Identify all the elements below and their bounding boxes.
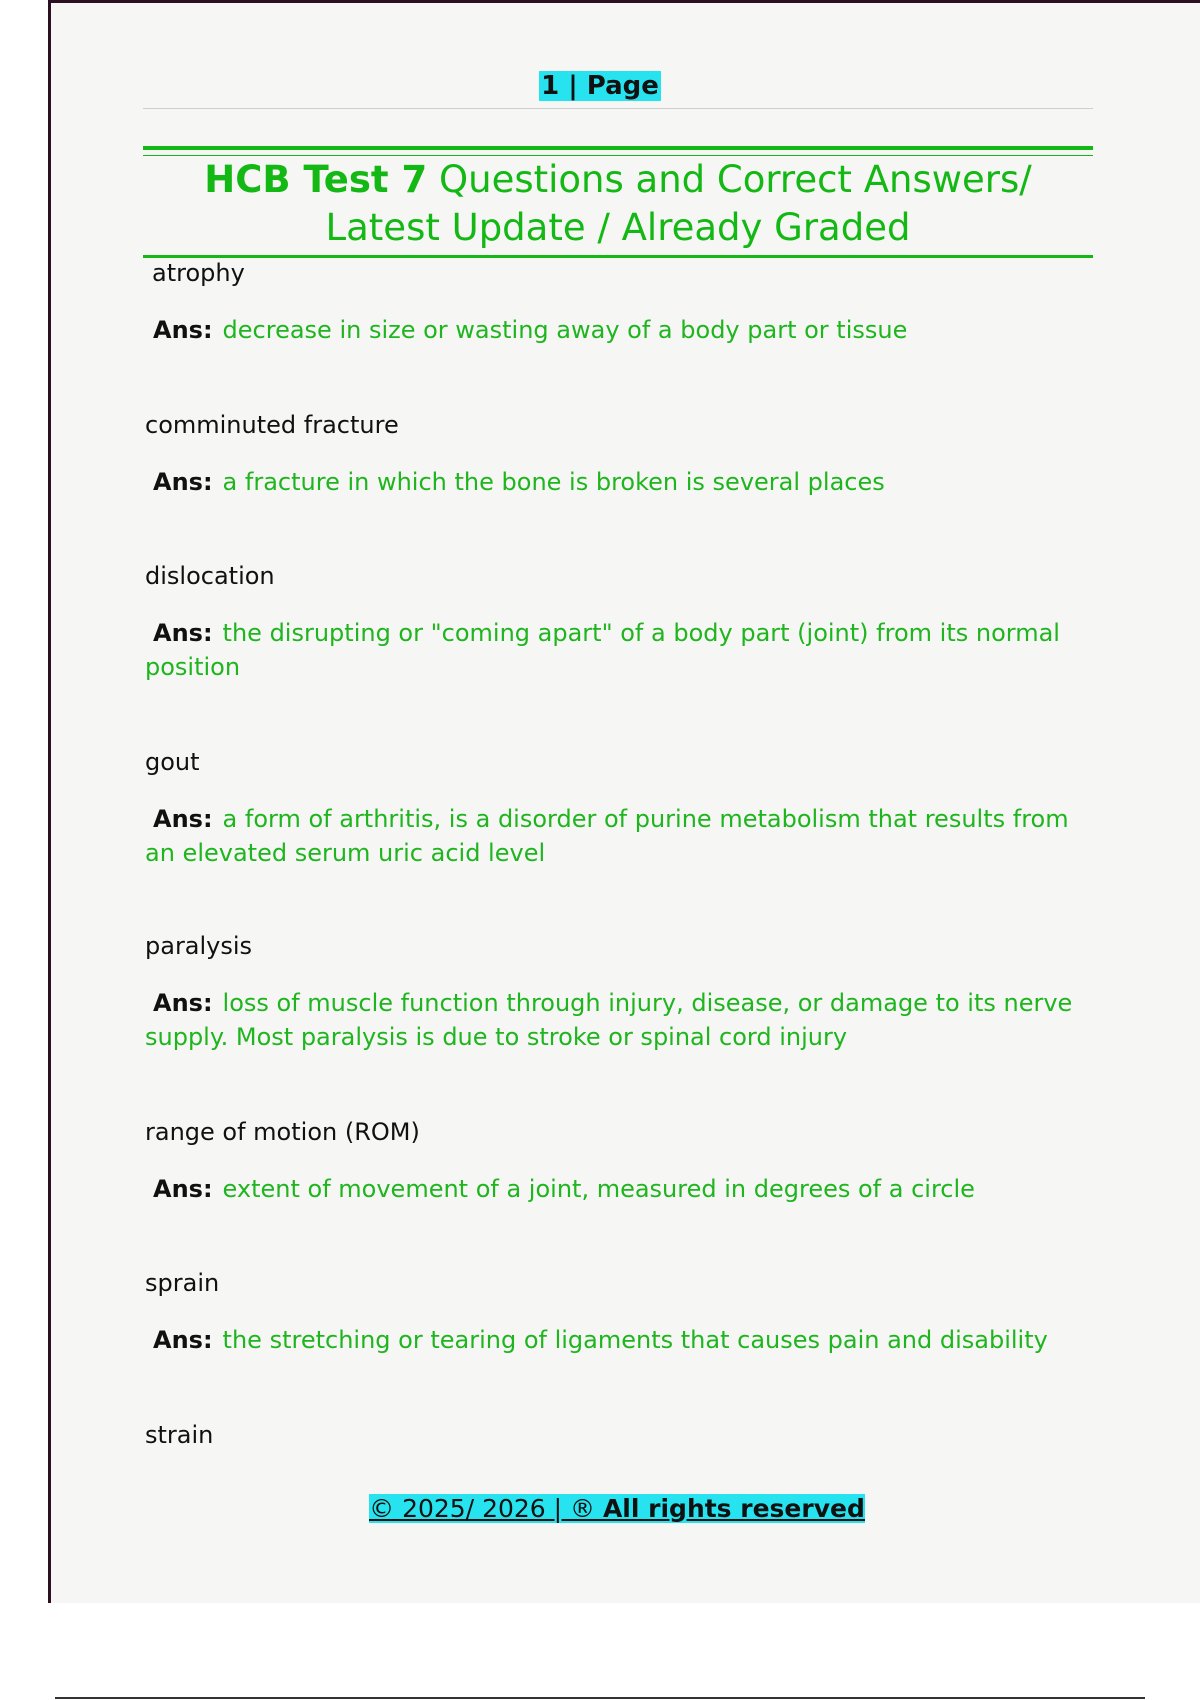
answer-label: Ans:: [153, 1175, 213, 1203]
question-term: gout: [145, 748, 200, 776]
answer-body: the disrupting or "coming apart" of a body part (joint) from its normal position: [145, 619, 1060, 681]
qa-item: [145, 1268, 1085, 1357]
copyright-prefix: © 2025/ 2026 | ®: [369, 1494, 603, 1523]
header-divider: [143, 108, 1093, 109]
page-number-label: [0, 71, 1200, 101]
answer-body: the stretching or tearing of ligaments that causes pain and disability: [222, 1326, 1048, 1354]
title-rule-top: [143, 146, 1093, 150]
document-title-rest: Questions and Correct Answers/ Latest Update / Already Graded: [325, 158, 1032, 249]
qa-item: [145, 747, 1085, 870]
answer-body: a fracture in which the bone is broken is several places: [222, 468, 885, 496]
question-term: comminuted fracture: [145, 411, 399, 439]
answer-text: [145, 465, 1085, 499]
bottom-divider: [55, 1697, 1145, 1699]
answer-label: Ans:: [153, 468, 213, 496]
document-title-bold: HCB Test 7: [204, 158, 428, 201]
answer-text: [145, 802, 1085, 870]
copyright-bold: All rights reserved: [602, 1494, 865, 1523]
question-term: sprain: [145, 1269, 220, 1297]
qa-item: [145, 931, 1085, 1054]
question-term: strain: [145, 1421, 214, 1449]
answer-text: [145, 616, 1085, 684]
answer-body: extent of movement of a joint, measured in degrees of a circle: [222, 1175, 975, 1203]
qa-item: [145, 561, 1085, 684]
document-title: [143, 156, 1093, 252]
answer-body: decrease in size or wasting away of a body part or tissue: [222, 316, 908, 344]
question-term: atrophy: [152, 259, 245, 287]
question-term: dislocation: [145, 562, 275, 590]
answer-label: Ans:: [153, 619, 213, 647]
qa-item: [145, 258, 1085, 347]
answer-body: loss of muscle function through injury, disease, or damage to its nerve supply. Most paralysis is due to stroke or spinal cord injury: [145, 989, 1073, 1051]
answer-label: Ans:: [153, 1326, 213, 1354]
answer-text: [145, 1172, 1085, 1206]
copyright-text: [369, 1494, 865, 1523]
qa-item: [145, 1117, 1085, 1206]
answer-text: [145, 313, 1085, 347]
qa-item: [145, 1420, 1085, 1450]
page-number-text: 1 | Page: [541, 71, 659, 101]
answer-text: [145, 1323, 1085, 1357]
answer-body: a form of arthritis, is a disorder of purine metabolism that results from an elevated serum uric acid level: [145, 805, 1069, 867]
answer-label: Ans:: [153, 316, 213, 344]
copyright-footer: [0, 1494, 1200, 1523]
answer-text: [145, 986, 1085, 1054]
answer-label: Ans:: [153, 989, 213, 1017]
answer-label: Ans:: [153, 805, 213, 833]
qa-item: [145, 410, 1085, 499]
question-term: paralysis: [145, 932, 253, 960]
question-term: range of motion (ROM): [145, 1118, 420, 1146]
